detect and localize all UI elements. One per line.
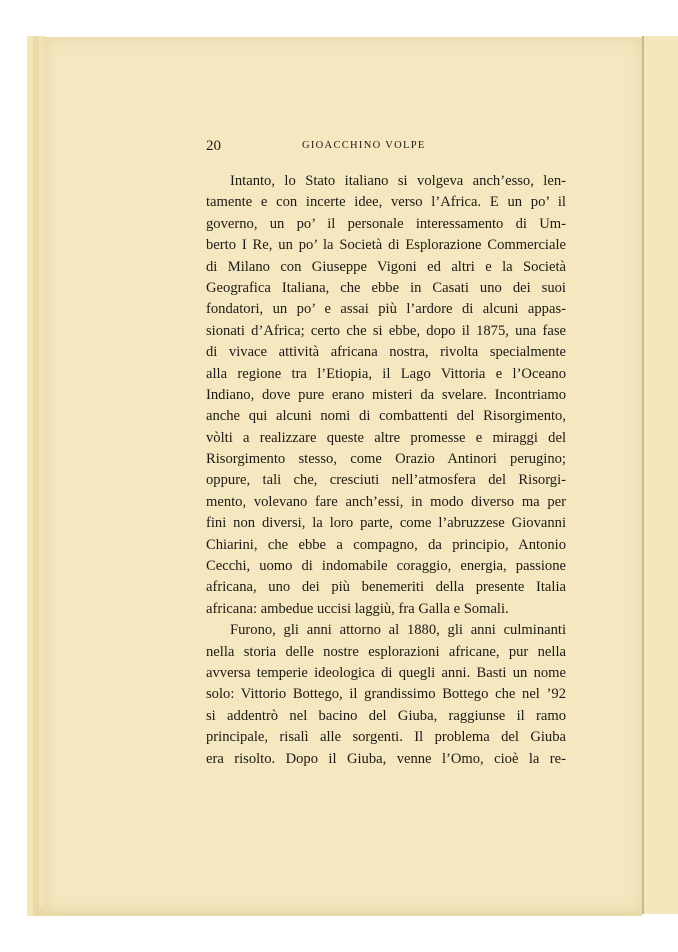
text-line: oppure, tali che, cresciuti nell’atmosfera del Risorgi-	[206, 472, 566, 489]
page-number: 20	[206, 138, 221, 154]
text-line: Risorgimento stesso, come Orazio Antinori perugino;	[206, 451, 566, 468]
text-line: Intanto, lo Stato italiano si volgeva anch’esso, len-	[230, 173, 566, 189]
text-line: Cecchi, uomo di indomabile coraggio, energia, passione	[206, 558, 566, 575]
text-line: avversa temperie ideologica di quegli anni. Basti un nome	[206, 664, 566, 681]
text-line: africana, uno dei più benemeriti della presente Italia	[206, 579, 566, 596]
text-line: governo, un po’ il personale interessamento di Um-	[206, 215, 566, 232]
text-line: fini non diversi, la loro parte, come l’abruzzese Giovanni	[206, 515, 566, 532]
text-line: principale, risalì alle sorgenti. Il problema del Giuba	[206, 729, 566, 746]
text-line: fondatori, un po’ e assai più l’ardore di alcuni appas-	[206, 301, 566, 318]
text-line: nella storia delle nostre esplorazioni africane, pur nella	[206, 643, 566, 660]
body-text	[206, 171, 566, 770]
text-line: era risolto. Dopo il Giuba, venne l’Omo, cioè la re-	[206, 750, 566, 767]
paragraph	[206, 171, 566, 620]
text-line: sionati d’Africa; certo che si ebbe, dopo il 1875, una fase	[206, 322, 566, 339]
text-line: vòlti a realizzare queste altre promesse e miraggi del	[206, 429, 566, 446]
text-line: Geografica Italiana, che ebbe in Casati uno dei suoi	[206, 279, 566, 296]
facing-page	[642, 36, 678, 914]
text-line: di vivace attività africana nostra, rivolta specialmente	[206, 344, 566, 361]
text-line: africana: ambedue uccisi laggiù, fra Galla e Somali.	[206, 600, 509, 617]
text-line: Chiarini, che ebbe a compagno, da principio, Antonio	[206, 536, 566, 553]
running-head: GIOACCHINO VOLPE	[302, 140, 426, 151]
text-line: Indiano, dove pure erano misteri da svelare. Incontriamo	[206, 386, 566, 403]
text-line: mento, volevano fare anch’essi, in modo diverso ma per	[206, 493, 566, 510]
text-line: Furono, gli anni attorno al 1880, gli anni culminanti	[230, 622, 566, 639]
text-line: si addentrò nel bacino del Giuba, raggiunse il ramo	[206, 707, 566, 724]
text-line: anche qui alcuni nomi di combattenti del Risorgimento,	[206, 408, 566, 425]
text-line: tamente e con incerte idee, verso l’Africa. E un po’ il	[206, 194, 566, 211]
page-header	[206, 138, 566, 156]
text-line: berto I Re, un po’ la Società di Esplorazione Commerciale	[206, 237, 566, 254]
paragraph	[206, 620, 566, 770]
text-line: alla regione tra l’Etiopia, il Lago Vittoria e l’Oceano	[206, 365, 566, 382]
text-line: solo: Vittorio Bottego, il grandissimo Bottego che nel ’92	[206, 686, 566, 703]
text-line: di Milano con Giuseppe Vigoni ed altri e la Società	[206, 258, 566, 275]
